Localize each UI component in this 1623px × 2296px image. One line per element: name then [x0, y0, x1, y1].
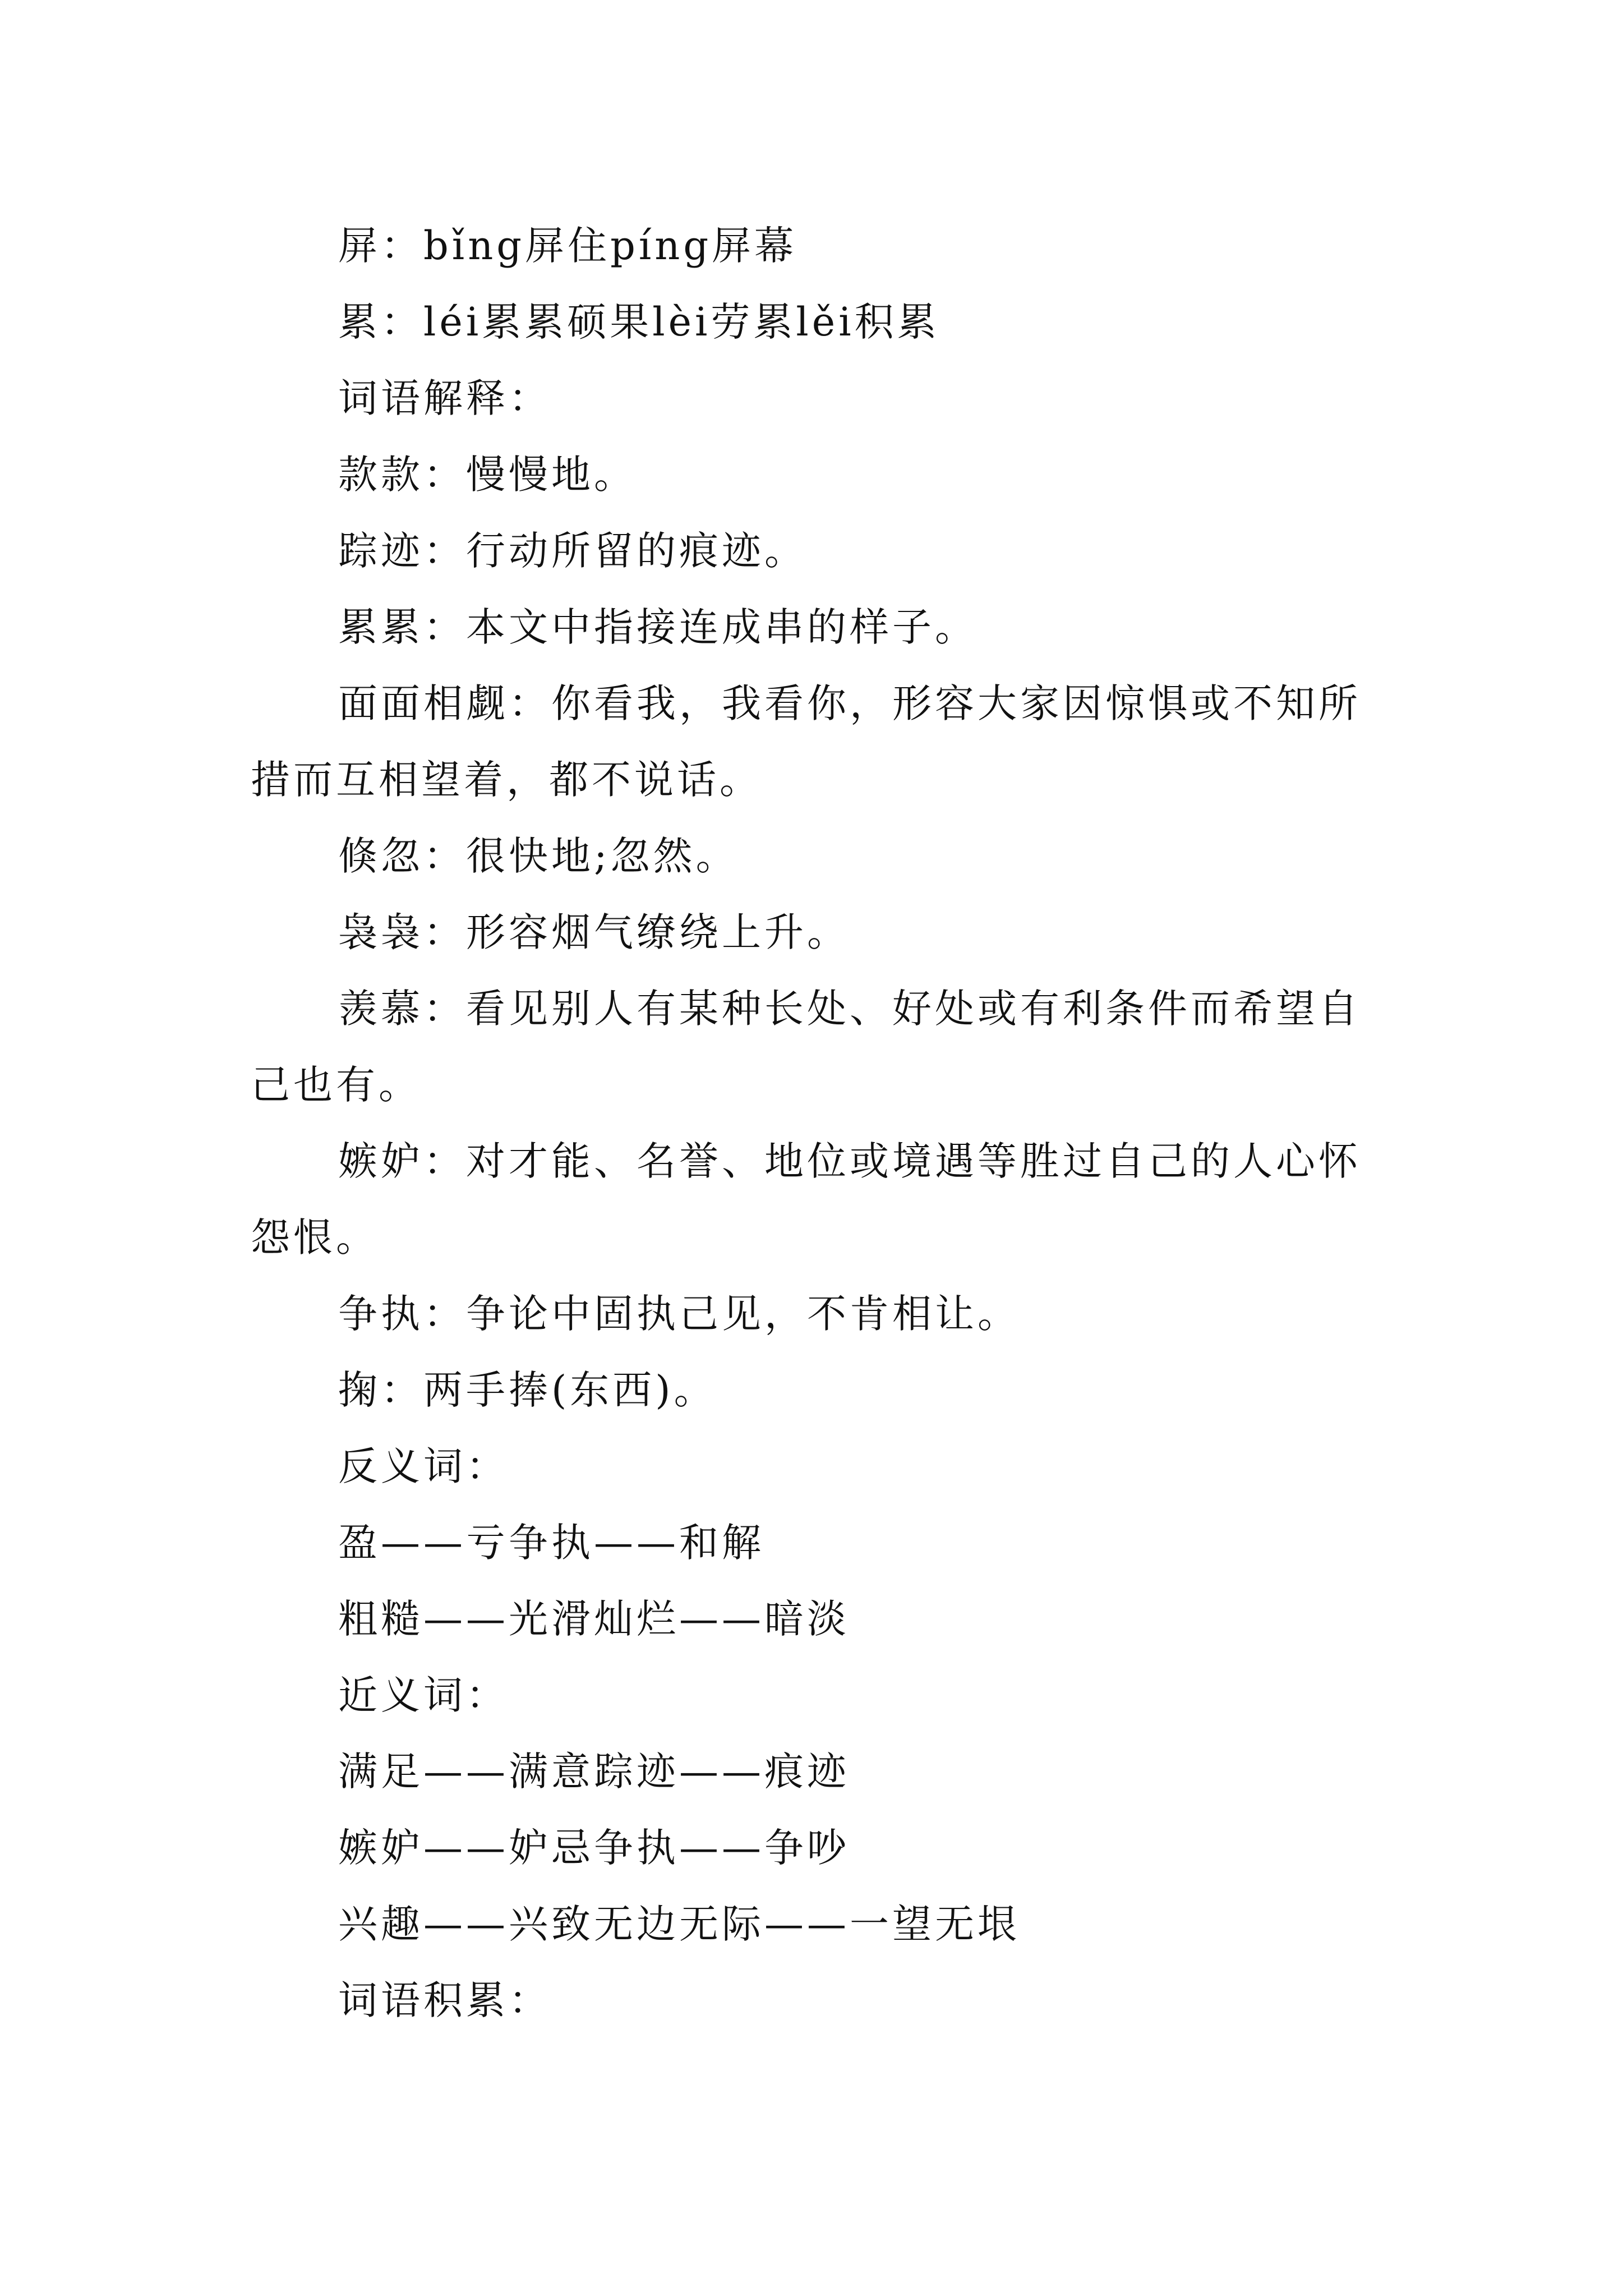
paragraph-definition: 袅袅：形容烟气缭绕上升。 [338, 909, 850, 955]
heading-word-accumulation: 词语积累： [338, 1977, 551, 2023]
paragraph-word-pair: 粗糙——光滑灿烂——暗淡 [338, 1596, 850, 1642]
paragraph-definition: 累累：本文中指接连成串的样子。 [338, 604, 978, 650]
paragraph-definition: 羡慕：看见别人有某种长处、好处或有利条件而希望自己也有。 [251, 986, 1361, 1108]
paragraph-definition: 款款：慢慢地。 [338, 452, 637, 498]
paragraph-word-pair: 嫉妒——妒忌争执——争吵 [338, 1825, 850, 1871]
document-body [251, 208, 1389, 2039]
heading-word-explanation: 词语解释： [338, 375, 551, 421]
heading-synonyms: 近义词： [338, 1672, 509, 1718]
paragraph-definition: 面面相觑：你看我，我看你，形容大家因惊惧或不知所措而互相望着，都不说话。 [251, 680, 1361, 803]
paragraph-pinyin-lei: 累：léi累累硕果lèi劳累lěi积累 [338, 299, 940, 345]
paragraph-pinyin-ping: 屏：bǐng屏住píng屏幕 [338, 223, 797, 269]
paragraph-definition: 嫉妒：对才能、名誉、地位或境遇等胜过自己的人心怀怨恨。 [251, 1138, 1361, 1260]
paragraph-definition: 踪迹：行动所留的痕迹。 [338, 528, 807, 574]
paragraph-definition: 掬：两手捧(东西)。 [338, 1367, 717, 1413]
paragraph-definition: 争执：争论中固执己见，不肯相让。 [338, 1291, 1020, 1337]
heading-antonyms: 反义词： [338, 1443, 509, 1489]
paragraph-word-pair: 兴趣——兴致无边无际——一望无垠 [338, 1901, 1020, 1947]
paragraph-definition: 倏忽：很快地;忽然。 [338, 833, 739, 879]
paragraph-word-pair: 满足——满意踪迹——痕迹 [338, 1749, 850, 1795]
paragraph-word-pair: 盈——亏争执——和解 [338, 1520, 764, 1566]
